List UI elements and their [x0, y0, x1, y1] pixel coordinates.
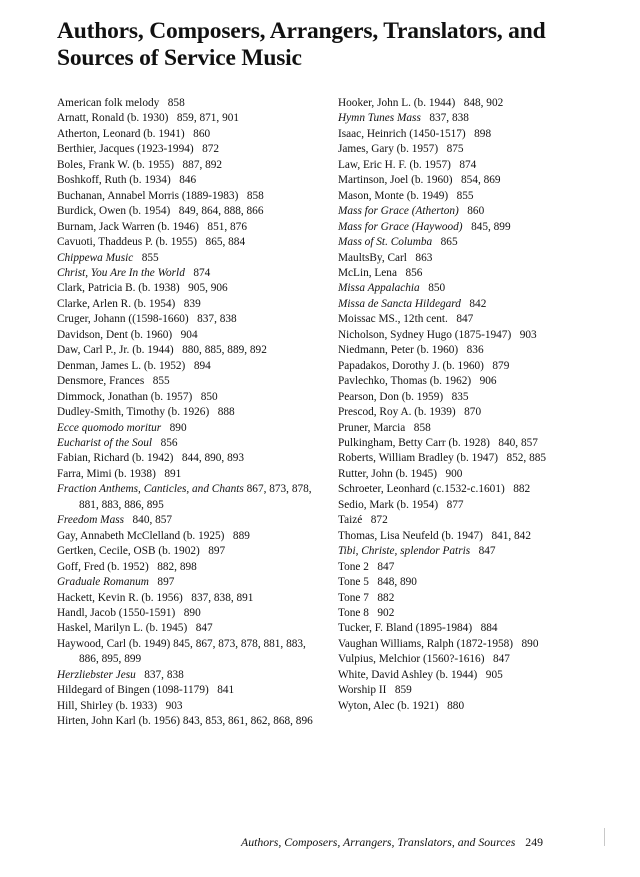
entry-pages: 847: [456, 313, 474, 326]
index-entry: [338, 359, 600, 374]
index-entry: [338, 621, 600, 636]
entry-pages: 859: [394, 684, 412, 697]
index-entry: [338, 652, 600, 667]
margin-mark: [604, 828, 605, 846]
entry-name: McLin, Lena: [338, 266, 397, 279]
entry-name: Mass for Grace (Atherton): [338, 205, 459, 218]
index-column-left: [57, 96, 325, 730]
index-entry: [57, 637, 325, 668]
entry-pages: 880: [447, 699, 465, 712]
entry-name: Hill, Shirley (b. 1933): [57, 699, 158, 712]
entry-name: Pavlechko, Thomas (b. 1962): [338, 375, 472, 388]
entry-pages: 891: [164, 467, 182, 480]
entry-name: Farra, Mimi (b. 1938): [57, 467, 156, 480]
entry-pages: 890: [169, 421, 187, 434]
entry-pages: 900: [445, 467, 463, 480]
entry-pages: 858: [413, 421, 431, 434]
entry-name: Herzliebster Jesu: [57, 668, 136, 681]
entry-name: Worship II: [338, 684, 387, 697]
entry-pages: 874: [193, 266, 211, 279]
entry-pages: 842: [469, 297, 487, 310]
index-entry: [338, 220, 600, 235]
entry-pages: 898: [474, 127, 492, 140]
entry-pages: 903: [519, 328, 537, 341]
entry-pages: 870: [464, 406, 482, 419]
index-entry: [57, 235, 325, 250]
entry-name: Tone 7: [338, 591, 369, 604]
index-entry: [57, 699, 325, 714]
entry-pages: 897: [208, 545, 226, 558]
entry-pages: 837, 838: [429, 112, 469, 125]
entry-name: Goff, Fred (b. 1952): [57, 560, 149, 573]
entry-name: Clark, Patricia B. (b. 1938): [57, 282, 180, 295]
index-entry: [57, 142, 325, 157]
index-entry: [338, 235, 600, 250]
entry-pages: 835: [451, 390, 469, 403]
entry-name: Densmore, Frances: [57, 375, 145, 388]
entry-name: Buchanan, Annabel Morris (1889-1983): [57, 189, 239, 202]
index-entry: [338, 142, 600, 157]
entry-name: Boshkoff, Ruth (b. 1934): [57, 174, 171, 187]
index-entry: [57, 529, 325, 544]
index-entry: [338, 111, 600, 126]
index-column-right: [338, 96, 600, 714]
index-entry: [57, 436, 325, 451]
entry-pages: 867, 873, 878, 881, 883, 886, 895: [79, 483, 312, 511]
entry-pages: 858: [167, 97, 185, 109]
entry-pages: 847: [377, 560, 395, 573]
entry-name: Haskel, Marilyn L. (b. 1945): [57, 622, 188, 635]
index-entry: [338, 699, 600, 714]
entry-pages: 847: [492, 653, 510, 666]
entry-pages: 888: [217, 406, 235, 419]
entry-name: Fabian, Richard (b. 1942): [57, 452, 174, 465]
entry-pages: 865: [440, 236, 458, 249]
entry-name: Freedom Mass: [57, 514, 125, 527]
entry-pages: 860: [467, 205, 485, 218]
index-entry: [338, 513, 600, 528]
index-entry: [57, 266, 325, 281]
entry-pages: 863: [415, 251, 433, 264]
entry-name: James, Gary (b. 1957): [338, 143, 439, 156]
entry-pages: 880, 885, 889, 892: [182, 344, 267, 357]
index-entry: [57, 158, 325, 173]
entry-name: Cruger, Johann ((1598-1660): [57, 313, 189, 326]
entry-pages: 852, 885: [506, 452, 547, 465]
entry-name: Missa Appalachia: [338, 282, 420, 295]
index-entry: [57, 204, 325, 219]
entry-pages: 847: [195, 622, 213, 635]
entry-pages: 848, 902: [463, 97, 504, 109]
entry-pages: 841: [217, 684, 235, 697]
index-entry: [57, 591, 325, 606]
entry-name: Eucharist of the Soul: [57, 436, 153, 449]
entry-name: Rutter, John (b. 1945): [338, 467, 438, 480]
entry-name: Taizé: [338, 514, 363, 527]
entry-pages: 855: [456, 189, 474, 202]
index-entry: [338, 343, 600, 358]
entry-name: Pruner, Marcia: [338, 421, 406, 434]
entry-name: Tone 2: [338, 560, 369, 573]
entry-name: Prescod, Roy A. (b. 1939): [338, 406, 456, 419]
entry-pages: 859, 871, 901: [176, 112, 240, 125]
index-entry: [57, 606, 325, 621]
entry-name: Hackett, Kevin R. (b. 1956): [57, 591, 183, 604]
entry-pages: 840, 857: [498, 436, 538, 449]
entry-pages: 854, 869: [461, 174, 501, 187]
entry-pages: 879: [492, 359, 510, 372]
entry-pages: 906: [479, 375, 497, 388]
entry-name: Haywood, Carl (b. 1949): [57, 637, 171, 650]
entry-name: Mason, Monte (b. 1949): [338, 189, 449, 202]
page-title: Authors, Composers, Arrangers, Translators, and Sources of Service Music: [57, 18, 546, 71]
entry-name: Tucker, F. Bland (1895-1984): [338, 622, 473, 635]
entry-pages: 874: [459, 158, 477, 171]
index-entry: [57, 467, 325, 482]
index-entry: [57, 374, 325, 389]
entry-name: Burdick, Owen (b. 1954): [57, 205, 171, 218]
index-entry: [57, 281, 325, 296]
entry-pages: 836: [466, 344, 484, 357]
entry-pages: 843, 853, 861, 862, 868, 896: [182, 715, 313, 728]
entry-pages: 837, 838, 891: [191, 591, 254, 604]
entry-name: Pulkingham, Betty Carr (b. 1928): [338, 436, 490, 449]
index-entry: [57, 343, 325, 358]
entry-name: Hirten, John Karl (b. 1956): [57, 715, 180, 728]
entry-name: Chippewa Music: [57, 251, 134, 264]
entry-pages: 872: [370, 514, 388, 527]
index-entry: [338, 683, 600, 698]
index-entry: [338, 204, 600, 219]
index-entry: [338, 297, 600, 312]
entry-name: Clarke, Arlen R. (b. 1954): [57, 297, 176, 310]
entry-pages: 849, 864, 888, 866: [178, 205, 264, 218]
entry-name: Gertken, Cecile, OSB (b. 1902): [57, 545, 200, 558]
index-entry: [338, 328, 600, 343]
entry-pages: 887, 892: [182, 158, 223, 171]
entry-name: MaultsBy, Carl: [338, 251, 407, 264]
entry-name: Graduale Romanum: [57, 576, 149, 589]
index-entry: [338, 96, 600, 111]
entry-pages: 856: [160, 436, 178, 449]
entry-name: Dimmock, Jonathan (b. 1957): [57, 390, 193, 403]
entry-name: Mass for Grace (Haywood): [338, 220, 463, 233]
entry-name: Nicholson, Sydney Hugo (1875-1947): [338, 328, 512, 341]
index-entry: [57, 390, 325, 405]
index-entry: [57, 312, 325, 327]
entry-name: Schroeter, Leonhard (c.1532-c.1601): [338, 483, 505, 496]
index-entry: [57, 714, 325, 729]
index-entry: [338, 668, 600, 683]
index-entry: [57, 220, 325, 235]
entry-name: Gay, Annabeth McClelland (b. 1925): [57, 529, 225, 542]
entry-name: Berthier, Jacques (1923-1994): [57, 143, 194, 156]
index-entry: [57, 328, 325, 343]
entry-name: Papadakos, Dorothy J. (b. 1960): [338, 359, 484, 372]
index-entry: [57, 482, 325, 513]
entry-pages: 847: [478, 545, 496, 558]
entry-name: Vulpius, Melchior (1560?-1616): [338, 653, 485, 666]
entry-pages: 860: [193, 127, 211, 140]
index-entry: [57, 544, 325, 559]
entry-pages: 890: [521, 637, 539, 650]
index-entry: [338, 482, 600, 497]
entry-name: Ecce quomodo moritur: [57, 421, 162, 434]
entry-pages: 851, 876: [207, 220, 247, 233]
index-entry: [57, 513, 325, 528]
entry-name: Dudley-Smith, Timothy (b. 1926): [57, 406, 210, 419]
index-entry: [57, 111, 325, 126]
index-entry: [338, 281, 600, 296]
index-entry: [338, 637, 600, 652]
index-entry: [338, 575, 600, 590]
entry-name: Vaughan Williams, Ralph (1872-1958): [338, 637, 514, 650]
index-entry: [338, 390, 600, 405]
entry-pages: 882, 898: [157, 560, 197, 573]
entry-name: Tone 5: [338, 576, 369, 589]
entry-pages: 905, 906: [188, 282, 228, 295]
entry-name: Handl, Jacob (1550-1591): [57, 606, 176, 619]
entry-name: Daw, Carl P., Jr. (b. 1944): [57, 344, 174, 357]
entry-name: Davidson, Dent (b. 1960): [57, 328, 173, 341]
entry-pages: 882: [377, 591, 395, 604]
entry-name: Hildegard of Bingen (1098-1179): [57, 684, 209, 697]
entry-pages: 844, 890, 893: [181, 452, 245, 465]
entry-pages: 840, 857: [132, 514, 173, 527]
entry-pages: 845, 867, 873, 878, 881, 883, 886, 895, 899: [79, 637, 306, 666]
index-entry: [338, 467, 600, 482]
entry-name: Cavuoti, Thaddeus P. (b. 1955): [57, 236, 198, 249]
entry-name: Missa de Sancta Hildegard: [338, 297, 461, 310]
entry-pages: 865, 884: [205, 236, 246, 249]
entry-name: Mass of St. Columba: [338, 236, 433, 249]
footer-title: Authors, Composers, Arrangers, Translators, and Sources: [240, 835, 516, 849]
entry-pages: 837, 838: [197, 313, 237, 326]
entry-name: White, David Ashley (b. 1944): [338, 668, 478, 681]
entry-pages: 894: [193, 359, 211, 372]
index-entry: [338, 189, 600, 204]
index-entry: [338, 544, 600, 559]
index-entry: [338, 591, 600, 606]
index-entry: [338, 421, 600, 436]
entry-pages: 904: [180, 328, 198, 341]
index-entry: [57, 421, 325, 436]
entry-pages: 884: [480, 622, 498, 635]
entry-pages: 872: [202, 143, 220, 156]
index-entry: [338, 158, 600, 173]
index-entry: [57, 621, 325, 636]
entry-pages: 875: [446, 143, 464, 156]
index-entry: [338, 266, 600, 281]
entry-name: Arnatt, Ronald (b. 1930): [57, 112, 169, 125]
entry-pages: 858: [246, 189, 264, 202]
index-entry: [338, 405, 600, 420]
entry-pages: 837, 838: [144, 668, 184, 681]
index-entry: [338, 451, 600, 466]
index-entry: [338, 312, 600, 327]
entry-pages: 848, 890: [377, 576, 417, 589]
entry-name: Burnam, Jack Warren (b. 1946): [57, 220, 199, 233]
index-entry: [57, 451, 325, 466]
index-entry: [57, 127, 325, 142]
entry-name: Tibi, Christe, splendor Patris: [338, 545, 471, 558]
entry-pages: 889: [232, 529, 250, 542]
entry-name: American folk melody: [57, 97, 160, 109]
entry-pages: 839: [183, 297, 201, 310]
entry-name: Boles, Frank W. (b. 1955): [57, 158, 175, 171]
entry-name: Fraction Anthems, Canticles, and Chants: [57, 483, 244, 496]
index-entry: [338, 251, 600, 266]
entry-name: Hymn Tunes Mass: [338, 112, 421, 125]
entry-name: Christ, You Are In the World: [57, 266, 185, 279]
entry-name: Atherton, Leonard (b. 1941): [57, 127, 185, 140]
index-entry: [57, 560, 325, 575]
entry-pages: 890: [183, 606, 201, 619]
index-entry: [57, 668, 325, 683]
entry-pages: 882: [513, 483, 531, 496]
entry-pages: 850: [428, 282, 446, 295]
entry-name: Denman, James L. (b. 1952): [57, 359, 186, 372]
entry-pages: 905: [485, 668, 503, 681]
entry-pages: 855: [152, 375, 170, 388]
index-entry: [57, 405, 325, 420]
index-entry: [57, 251, 325, 266]
index-entry: [57, 173, 325, 188]
entry-name: Tone 8: [338, 606, 369, 619]
index-entry: [57, 683, 325, 698]
entry-name: Martinson, Joel (b. 1960): [338, 174, 453, 187]
entry-name: Pearson, Don (b. 1959): [338, 390, 444, 403]
entry-pages: 902: [377, 606, 395, 619]
index-entry: [338, 374, 600, 389]
index-entry: [338, 606, 600, 621]
entry-name: Moissac MS., 12th cent.: [338, 313, 448, 326]
entry-name: Hooker, John L. (b. 1944): [338, 97, 456, 109]
entry-pages: 855: [141, 251, 159, 264]
entry-pages: 897: [157, 576, 175, 589]
index-entry: [338, 436, 600, 451]
entry-pages: 856: [405, 266, 423, 279]
index-entry: [57, 297, 325, 312]
entry-pages: 850: [200, 390, 218, 403]
entry-name: Sedio, Mark (b. 1954): [338, 498, 439, 511]
page-number: 249: [525, 835, 543, 849]
entry-name: Law, Eric H. F. (b. 1957): [338, 158, 451, 171]
running-footer: [229, 820, 543, 865]
entry-name: Thomas, Lisa Neufeld (b. 1947): [338, 529, 483, 542]
entry-name: Wyton, Alec (b. 1921): [338, 699, 439, 712]
entry-pages: 903: [165, 699, 183, 712]
index-entry: [338, 127, 600, 142]
index-entry: [338, 529, 600, 544]
index-entry: [338, 498, 600, 513]
index-entry: [57, 359, 325, 374]
index-entry: [57, 189, 325, 204]
entry-pages: 845, 899: [471, 220, 511, 233]
entry-name: Niedmann, Peter (b. 1960): [338, 344, 459, 357]
entry-pages: 841, 842: [491, 529, 531, 542]
entry-pages: 846: [179, 174, 197, 187]
entry-name: Isaac, Heinrich (1450-1517): [338, 127, 466, 140]
entry-pages: 877: [446, 498, 464, 511]
index-entry: [338, 173, 600, 188]
index-entry: [338, 560, 600, 575]
index-entry: [57, 575, 325, 590]
entry-name: Roberts, William Bradley (b. 1947): [338, 452, 498, 465]
index-entry: [57, 96, 325, 111]
